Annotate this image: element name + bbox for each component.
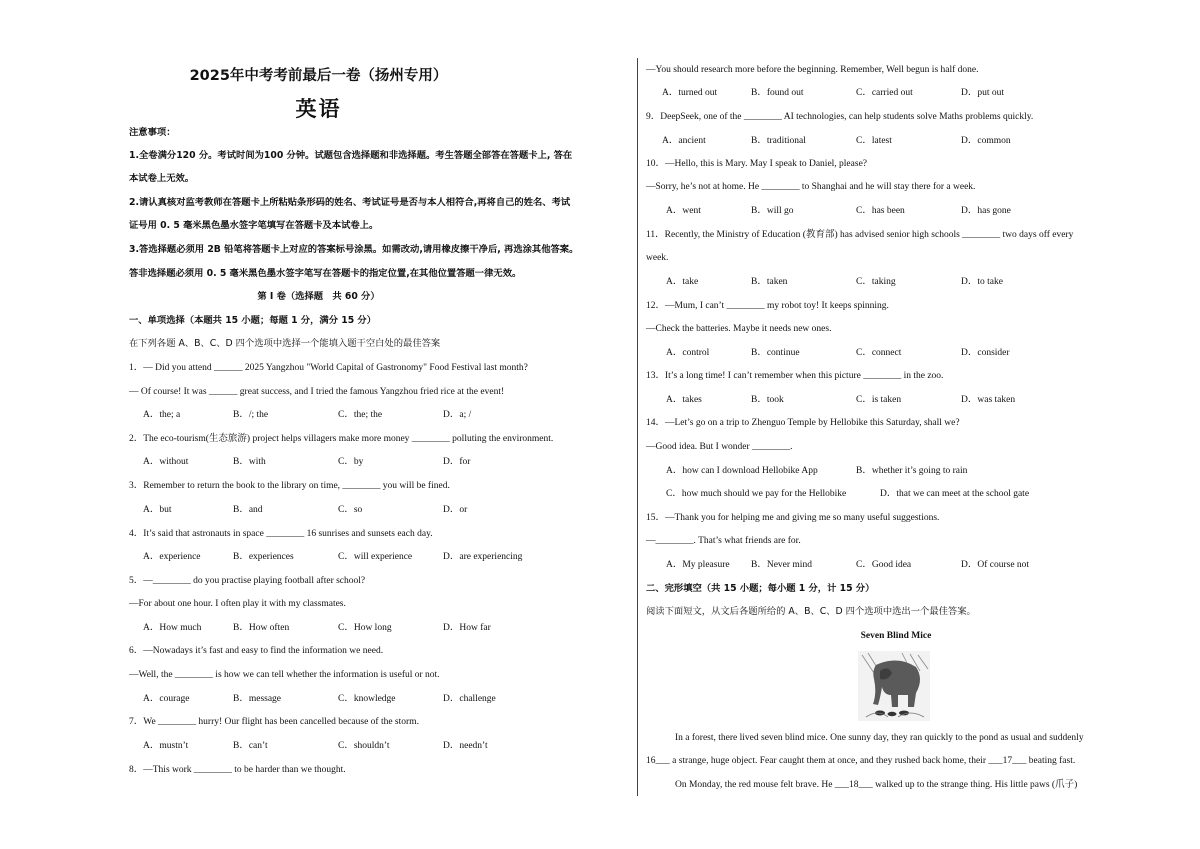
option: D．to take — [961, 277, 1003, 287]
notice-line: 本试卷上无效。 — [129, 173, 195, 184]
question-line: 1．— Did you attend ______ 2025 Yangzhou "World Capital of Gastronomy" Food Festival last month? — [129, 363, 528, 373]
subject-title: 英语 — [295, 97, 342, 121]
question-line: 3．Remember to return the book to the library on time, ________ you will be fined. — [129, 481, 450, 491]
passage-line: 16___ a strange, huge object. Fear caught them at once, and they rushed back home, their ___17___ beating fast. — [646, 756, 1076, 766]
notice-line: 答非选择题必须用 0. 5 毫米黑色墨水签字笔写在答题卡的指定位置,在其他位置答题一律无效。 — [129, 268, 522, 279]
option: D．are experiencing — [443, 552, 523, 562]
option: A．experience — [143, 552, 201, 562]
option: A．take — [666, 277, 699, 287]
question-line: —Check the batteries. Maybe it needs new ones. — [646, 324, 832, 334]
option: A．My pleasure — [666, 560, 730, 570]
option: C．so — [338, 505, 363, 515]
option: D．consider — [961, 348, 1010, 358]
question-line: 9．DeepSeek, one of the ________ AI technologies, can help students solve Maths problems quickly. — [646, 112, 1034, 122]
option: C．is taken — [856, 395, 902, 405]
elephant-mice-illustration — [858, 651, 930, 721]
option: C．latest — [856, 136, 892, 146]
option: C．carried out — [856, 88, 913, 98]
option: B．experiences — [233, 552, 294, 562]
option: A．control — [666, 348, 710, 358]
question-line: —You should research more before the beginning. Remember, Well begun is half done. — [646, 65, 979, 75]
section-instruction: 在下列各题 A、B、C、D 四个选项中选择一个能填入题干空白处的最佳答案 — [129, 338, 441, 349]
option: B．took — [751, 395, 784, 405]
question-line: —For about one hour. I often play it with my classmates. — [129, 599, 346, 609]
option: D．common — [961, 136, 1011, 146]
question-line: 15．—Thank you for helping me and giving me so many useful suggestions. — [646, 513, 940, 523]
part1-title: 第 I 卷（选择题 共 60 分） — [257, 291, 380, 302]
story-title: Seven Blind Mice — [860, 631, 932, 641]
option: A．ancient — [662, 136, 706, 146]
option: B．found out — [751, 88, 804, 98]
question-line: 2．The eco-tourism(生态旅游) project helps villagers make more money ________ polluting the environment. — [129, 434, 554, 444]
question-line: 8．—This work ________ to be harder than we thought. — [129, 765, 346, 775]
option: B．continue — [751, 348, 800, 358]
question-line: —Well, the ________ is how we can tell whether the information is useful or not. — [129, 670, 440, 680]
option: C．Good idea — [856, 560, 912, 570]
question-line: 12．—Mum, I can’t ________ my robot toy! It keeps spinning. — [646, 301, 889, 311]
option: C．taking — [856, 277, 896, 287]
option: D．a; / — [443, 410, 472, 420]
option: D．was taken — [961, 395, 1016, 405]
option: D．for — [443, 457, 471, 467]
section-instruction: 阅读下面短文，从文后各题所给的 A、B、C、D 四个选项中选出一个最佳答案。 — [646, 606, 976, 617]
question-line: 5．—________ do you practise playing football after school? — [129, 576, 366, 586]
option: B．How often — [233, 623, 290, 633]
option: B．with — [233, 457, 266, 467]
column-divider — [637, 58, 638, 796]
option: A．how can I download Hellobike App — [666, 466, 818, 476]
option: C．How long — [338, 623, 392, 633]
notice-heading: 注意事项： — [129, 127, 176, 138]
option: B．/; the — [233, 410, 269, 420]
option: B．message — [233, 694, 282, 704]
option: D．that we can meet at the school gate — [880, 489, 1030, 499]
option: A．went — [666, 206, 701, 216]
question-line: — Of course! It was ______ great success, and I tried the famous Yangzhou fried rice at the event! — [129, 387, 505, 397]
question-line: —Good idea. But I wonder ________. — [646, 442, 793, 452]
option: A．turned out — [662, 88, 718, 98]
option: B．whether it’s going to rain — [856, 466, 968, 476]
option: D．challenge — [443, 694, 496, 704]
question-line: 4．It’s said that astronauts in space ________ 16 sunrises and sunsets each day. — [129, 529, 433, 539]
section-heading: 二、完形填空（共 15 小题；每小题 1 分，计 15 分） — [646, 583, 875, 594]
question-line: 10．—Hello, this is Mary. May I speak to Daniel, please? — [646, 159, 868, 169]
option: C．the; the — [338, 410, 383, 420]
option: D．put out — [961, 88, 1005, 98]
option: A．courage — [143, 694, 190, 704]
option: D．Of course not — [961, 560, 1030, 570]
option: C．shouldn’t — [338, 741, 390, 751]
option: C．connect — [856, 348, 902, 358]
option: A．How much — [143, 623, 202, 633]
option: A．mustn’t — [143, 741, 189, 751]
option: A．takes — [666, 395, 702, 405]
question-line: —________. That’s what friends are for. — [646, 536, 801, 546]
question-line: 14．—Let’s go on a trip to Zhenguo Temple by Hellobike this Saturday, shall we? — [646, 418, 960, 428]
option: D．has gone — [961, 206, 1011, 216]
option: C．will experience — [338, 552, 413, 562]
question-line: 7．We ________ hurry! Our flight has been cancelled because of the storm. — [129, 717, 419, 727]
question-line: 6．—Nowadays it’s fast and easy to find the information we need. — [129, 646, 384, 656]
option: C．knowledge — [338, 694, 396, 704]
question-line: week. — [646, 253, 669, 263]
option: B．can’t — [233, 741, 268, 751]
option: B．traditional — [751, 136, 806, 146]
option: B．will go — [751, 206, 794, 216]
question-line: 11．Recently, the Ministry of Education (教育部) has advised senior high schools ________ two days off every — [646, 230, 1074, 240]
option: B．Never mind — [751, 560, 812, 570]
option: C．by — [338, 457, 364, 467]
option: B．taken — [751, 277, 788, 287]
option: C．how much should we pay for the Hellobike — [666, 489, 847, 499]
option: D．needn’t — [443, 741, 488, 751]
option: A．the; a — [143, 410, 181, 420]
passage-line: On Monday, the red mouse felt brave. He ___18___ walked up to the strange thing. His little paws (爪子) — [675, 780, 1078, 790]
notice-line: 2.请认真核对监考教师在答题卡上所粘贴条形码的姓名、考试证号是否与本人相符合,再将自己的姓名、考试 — [129, 197, 571, 208]
option: A．but — [143, 505, 172, 515]
option: A．without — [143, 457, 189, 467]
passage-line: In a forest, there lived seven blind mice. One sunny day, they ran quickly to the pond as usual and suddenly — [675, 733, 1084, 743]
notice-line: 证号用 0. 5 毫米黑色墨水签字笔填写在答题卡及本试卷上。 — [129, 220, 379, 231]
option: D．How far — [443, 623, 491, 633]
exam-title: 2025年中考考前最后一卷（扬州专用） — [189, 68, 448, 84]
notice-line: 3.答选择题必须用 2B 铅笔将答题卡上对应的答案标号涂黑。如需改动,请用橡皮擦干净后, 再选涂其他答案。 — [129, 244, 579, 255]
option: D．or — [443, 505, 468, 515]
notice-line: 1.全卷满分120 分。考试时间为100 分钟。试题包含选择题和非选择题。考生答题全部答在答题卡上, 答在 — [129, 150, 573, 161]
section-heading: 一、单项选择（本题共 15 小题；每题 1 分，满分 15 分） — [129, 315, 376, 326]
option: B．and — [233, 505, 263, 515]
option: C．has been — [856, 206, 905, 216]
question-line: —Sorry, he’s not at home. He ________ to Shanghai and he will stay there for a week. — [646, 182, 976, 192]
question-line: 13．It’s a long time! I can’t remember when this picture ________ in the zoo. — [646, 371, 944, 381]
